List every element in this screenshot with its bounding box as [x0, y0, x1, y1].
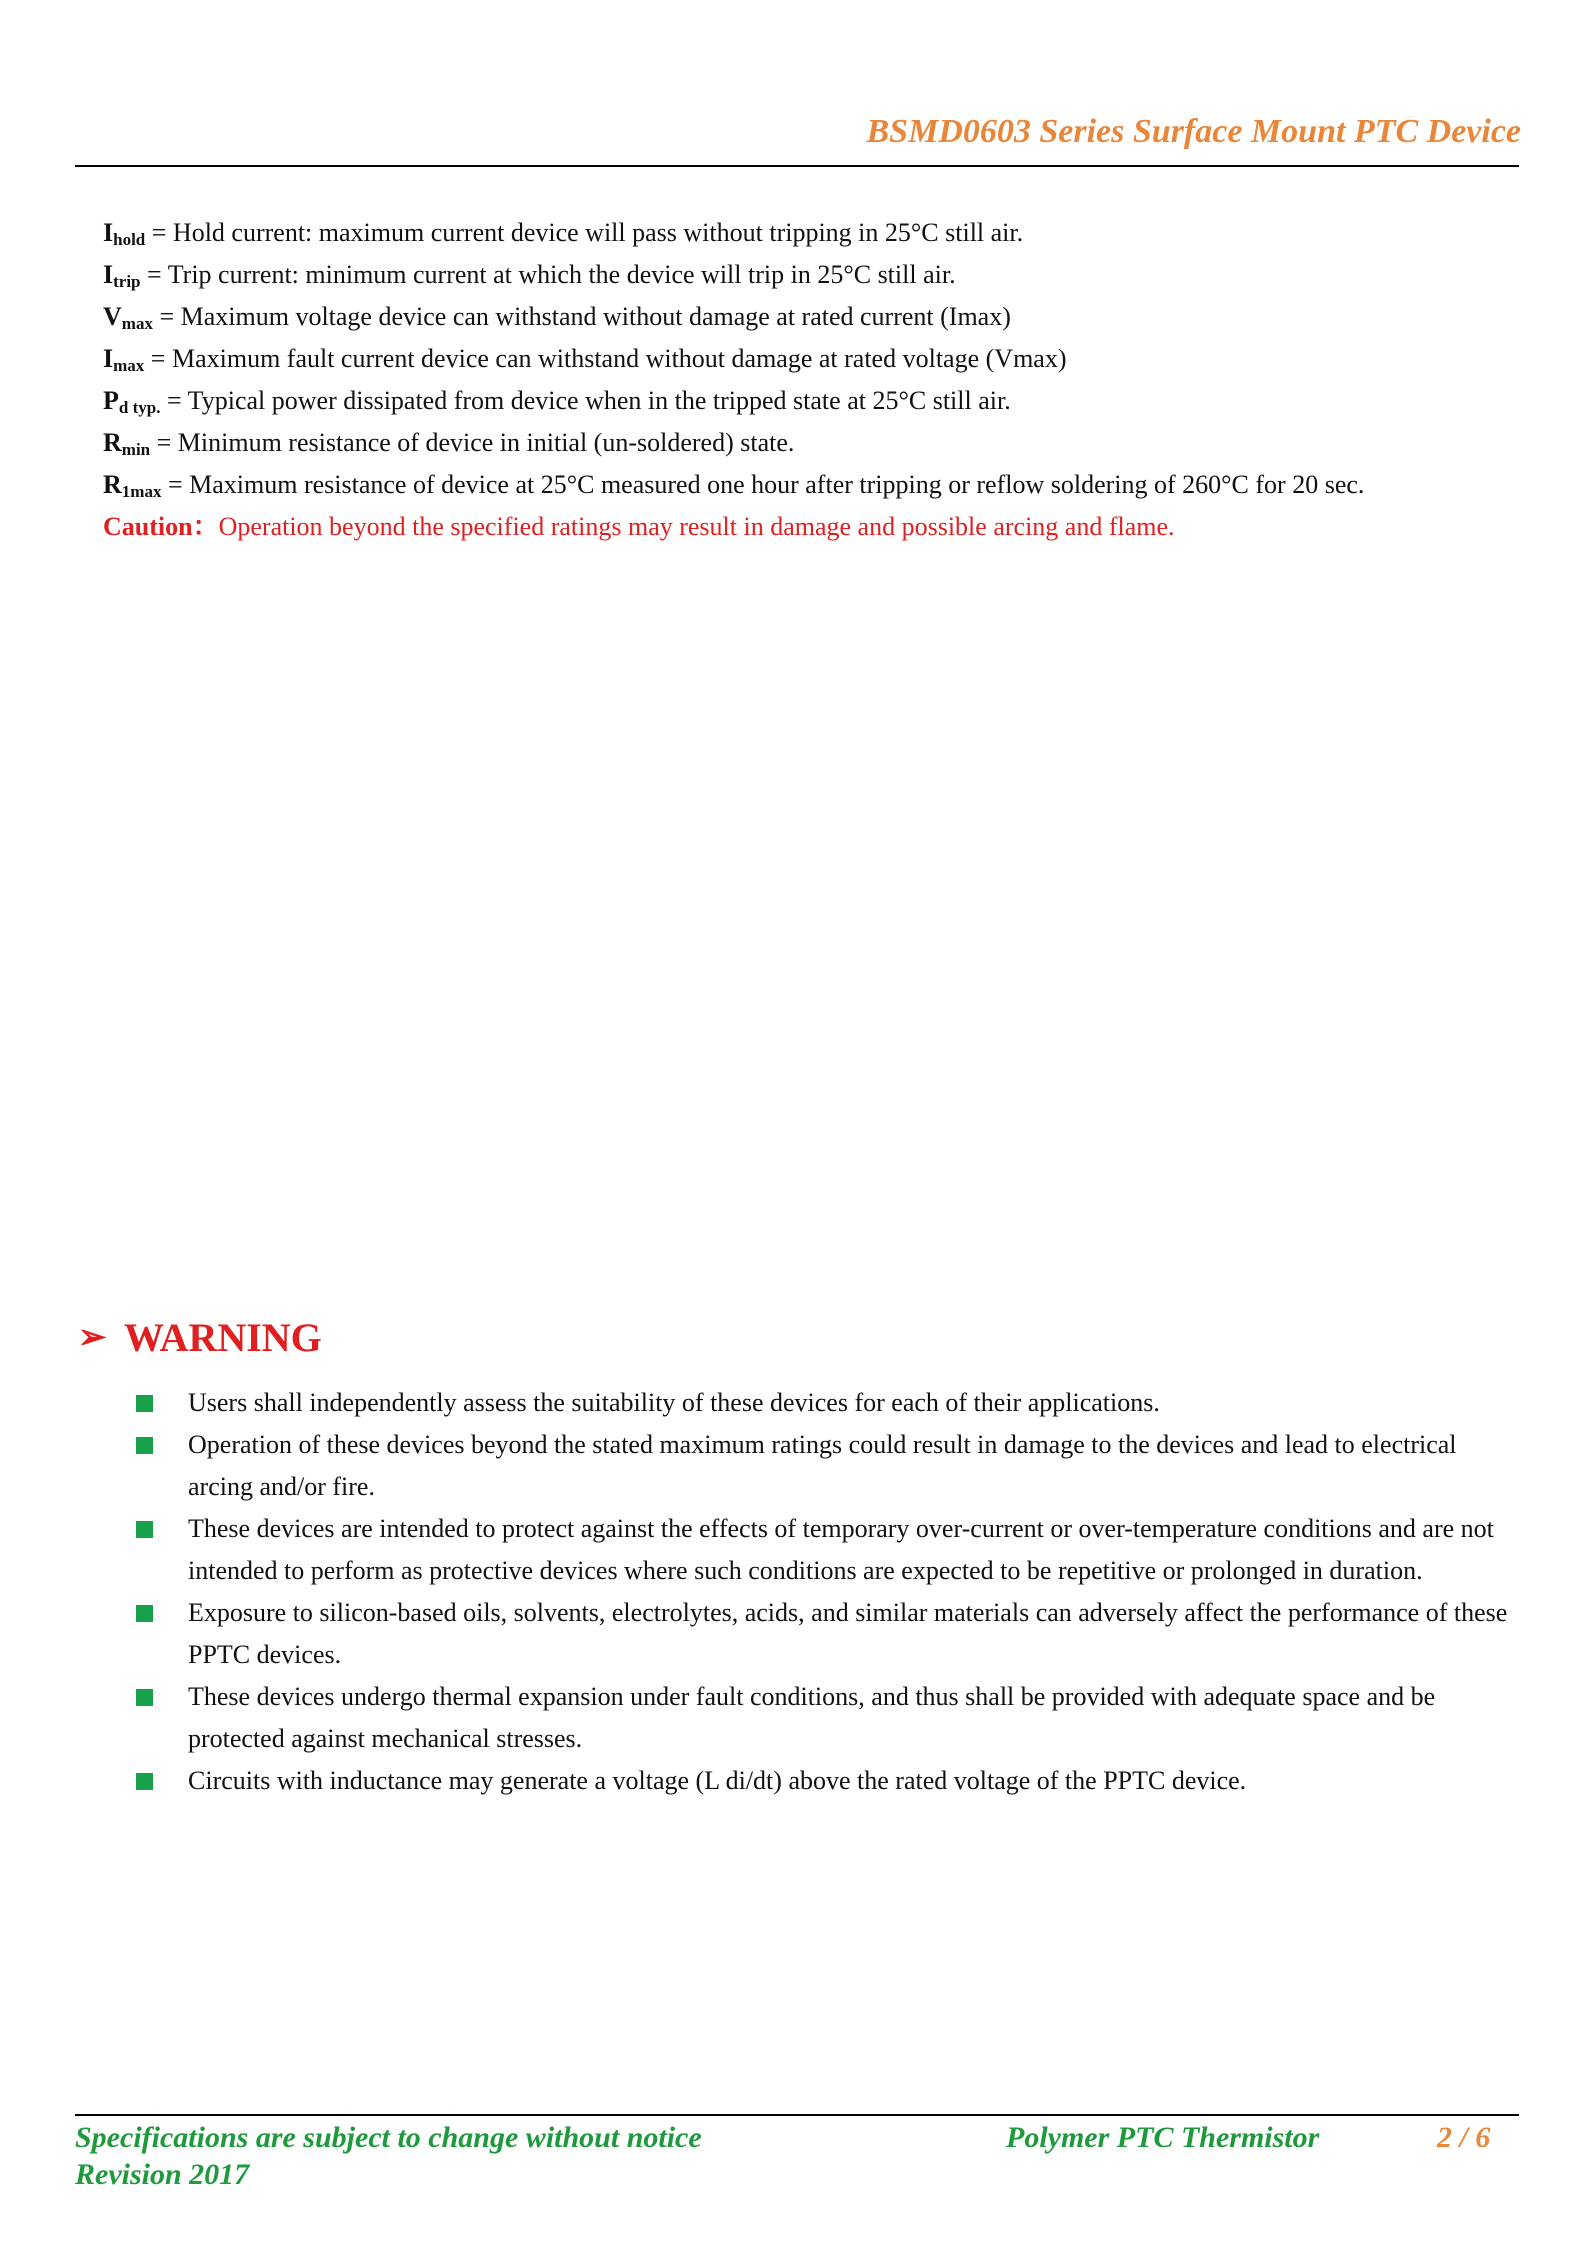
definition-text: = Maximum resistance of device at 25°C measured one hour after tripping or reflow soldering of 260°C for 20 sec.: [161, 470, 1365, 499]
warning-list: [136, 1382, 1516, 1802]
definition-r1max: [103, 464, 1543, 506]
definition-itrip: [103, 254, 1543, 296]
definition-vmax: [103, 296, 1543, 338]
definition-symbol: $R_{min}$: [103, 428, 151, 459]
definition-symbol: $V_{max}$: [103, 302, 153, 333]
footer-notice: Specifications are subject to change without notice: [75, 2121, 702, 2154]
header-divider: [75, 165, 1519, 167]
warning-item: Exposure to silicon-based oils, solvents, electrolytes, acids, and similar materials can adversely affect the performance of these PPTC devices.: [136, 1592, 1516, 1676]
definition-symbol: $P_{d typ.}$: [103, 386, 161, 417]
definition-text: = Trip current: minimum current at which the device will trip in 25°C still air.: [140, 260, 956, 289]
definition-text: = Minimum resistance of device in initial (un-soldered) state.: [150, 428, 795, 457]
definition-pd-typ: [103, 380, 1543, 422]
footer-divider: [75, 2114, 1519, 2116]
caution-label: Caution：: [103, 512, 219, 541]
definition-text: = Hold current: maximum current device will pass without tripping in 25°C still air.: [145, 218, 1024, 247]
definition-rmin: [103, 422, 1543, 464]
warning-item: Operation of these devices beyond the stated maximum ratings could result in damage to the devices and lead to electrical arcing and/or fire.: [136, 1424, 1516, 1508]
definition-imax: [103, 338, 1543, 380]
page-number: 2 / 6: [1437, 2121, 1491, 2154]
square-bullet-icon: [136, 1395, 153, 1412]
square-bullet-icon: [136, 1773, 153, 1790]
square-bullet-icon: [136, 1605, 153, 1622]
definition-symbol: $R_{1max}$: [103, 470, 162, 501]
definition-text: = Maximum fault current device can withstand without damage at rated voltage (Vmax): [144, 344, 1067, 373]
definition-symbol: $I_{trip}$: [103, 260, 141, 291]
warning-item: These devices are intended to protect against the effects of temporary over-current or over-temperature conditions and are not intended to perform as protective devices where such conditions are expected to be repetitive or prolonged in duration.: [136, 1508, 1516, 1592]
warning-heading: [78, 1314, 322, 1361]
header-title: BSMD0603 Series Surface Mount PTC Device: [866, 113, 1521, 150]
square-bullet-icon: [136, 1521, 153, 1538]
definition-symbol: $I_{max}$: [103, 344, 145, 375]
warning-title: WARNING: [124, 1315, 322, 1360]
definition-text: = Maximum voltage device can withstand without damage at rated current (Imax): [152, 302, 1011, 331]
arrow-bullet-icon: ➢: [78, 1319, 107, 1356]
caution-note: [103, 506, 1543, 548]
caution-text: Operation beyond the specified ratings may result in damage and possible arcing and flame.: [218, 512, 1175, 541]
square-bullet-icon: [136, 1689, 153, 1706]
warning-item: Users shall independently assess the suitability of these devices for each of their applications.: [136, 1382, 1516, 1424]
definition-text: = Typical power dissipated from device when in the tripped state at 25°C still air.: [160, 386, 1011, 415]
definition-ihold: [103, 212, 1543, 254]
footer-product: Polymer PTC Thermistor: [1006, 2121, 1320, 2154]
warning-item: These devices undergo thermal expansion under fault conditions, and thus shall be provided with adequate space and be protected against mechanical stresses.: [136, 1676, 1516, 1760]
warning-item: Circuits with inductance may generate a voltage (L di/dt) above the rated voltage of the PPTC device.: [136, 1760, 1516, 1802]
square-bullet-icon: [136, 1437, 153, 1454]
definitions-section: [103, 212, 1543, 548]
definition-symbol: $I_{hold}$: [103, 218, 146, 249]
footer-revision: Revision 2017: [75, 2158, 250, 2191]
